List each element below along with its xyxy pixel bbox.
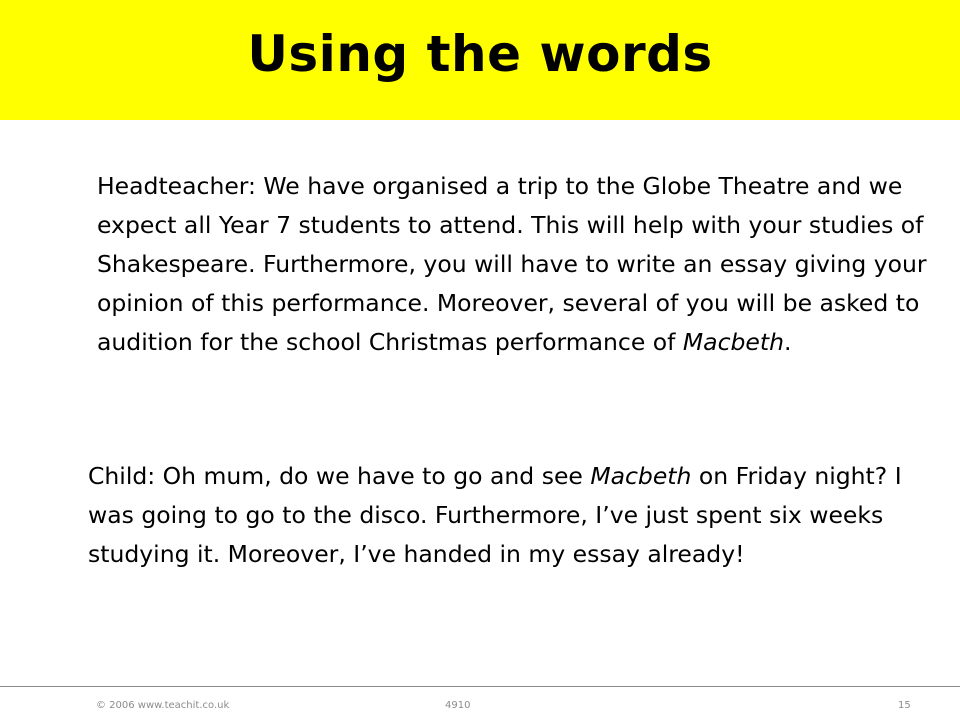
- footer-page-number: 15: [898, 700, 911, 711]
- headteacher-paragraph: [97, 167, 927, 362]
- slide-title: Using the words: [247, 25, 713, 83]
- footer-divider: [0, 686, 960, 687]
- child-text-after: on Friday night? I was going to go to the disco. Furthermore, I’ve just spent six weeks studying it. Moreover, I’ve handed in my essay already!: [88, 462, 902, 568]
- play-title-macbeth: Macbeth: [682, 328, 784, 356]
- play-title-macbeth: Macbeth: [590, 462, 692, 490]
- child-text-before: Child: Oh mum, do we have to go and see: [88, 462, 591, 490]
- headteacher-end: .: [784, 328, 792, 356]
- footer-resource-code: 4910: [445, 700, 471, 711]
- child-paragraph: [88, 457, 938, 574]
- title-banner: [0, 0, 960, 120]
- footer-copyright: © 2006 www.teachit.co.uk: [96, 700, 230, 711]
- headteacher-text: Headteacher: We have organised a trip to the Globe Theatre and we expect all Year 7 students to attend. This will help with your studies of Shakespeare. Furthermore, you will have to write an essay giving your opinion of this performance. Moreover, several of you will be asked to audition for the school Christmas performance of: [97, 172, 927, 356]
